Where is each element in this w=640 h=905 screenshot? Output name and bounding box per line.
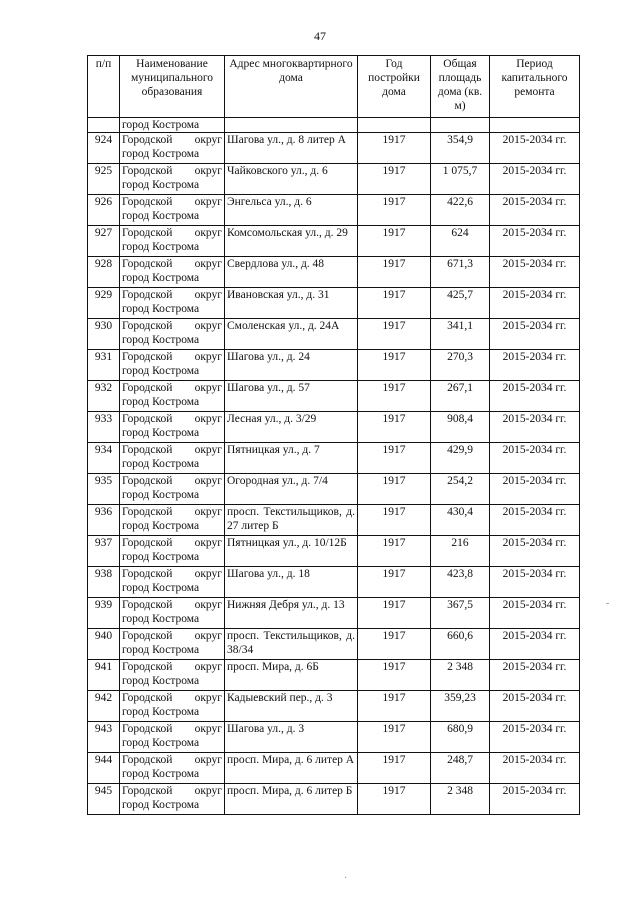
cell-municipality: Городской округ город Кострома: [120, 412, 225, 443]
table-row: [88, 226, 580, 257]
table-row: [88, 443, 580, 474]
cell-area: 354,9: [431, 133, 490, 164]
cell-year: 1917: [358, 505, 431, 536]
cell-municipality: Городской округ город Кострома: [120, 257, 225, 288]
cell-period: 2015-2034 гг.: [490, 598, 580, 629]
cell-period: 2015-2034 гг.: [490, 412, 580, 443]
cell-municipality: Городской округ город Кострома: [120, 660, 225, 691]
cell-num: 932: [88, 381, 120, 412]
scan-mark: ·: [344, 873, 348, 884]
cell-year: 1917: [358, 412, 431, 443]
cell-municipality: Городской округ город Кострома: [120, 195, 225, 226]
cell-period: 2015-2034 гг.: [490, 660, 580, 691]
cell-num: 933: [88, 412, 120, 443]
cell-address: Шагова ул., д. 18: [225, 567, 358, 598]
cell-year: 1917: [358, 288, 431, 319]
cell-municipality: Городской округ город Кострома: [120, 536, 225, 567]
cell-area: 2 348: [431, 660, 490, 691]
cell-municipality: Городской округ город Кострома: [120, 133, 225, 164]
cell-area: 216: [431, 536, 490, 567]
cell-address: Чайковского ул., д. 6: [225, 164, 358, 195]
cell-period: 2015-2034 гг.: [490, 474, 580, 505]
cell-year: 1917: [358, 660, 431, 691]
header-num: п/п: [88, 56, 120, 118]
cell-municipality: Городской округ город Кострома: [120, 164, 225, 195]
cell-year: 1917: [358, 691, 431, 722]
cell-period: 2015-2034 гг.: [490, 784, 580, 815]
cell-period: 2015-2034 гг.: [490, 164, 580, 195]
cell-area: 908,4: [431, 412, 490, 443]
cell-num: 927: [88, 226, 120, 257]
cell-municipality: Городской округ город Кострома: [120, 288, 225, 319]
header-year: Год постройки дома: [358, 56, 431, 118]
cell-municipality: Городской округ город Кострома: [120, 474, 225, 505]
cell-address: Шагова ул., д. 8 литер А: [225, 133, 358, 164]
cell-num: 939: [88, 598, 120, 629]
cell-period: 2015-2034 гг.: [490, 319, 580, 350]
continuation-row: [88, 118, 580, 133]
cell-num: 937: [88, 536, 120, 567]
cell-area: 2 348: [431, 784, 490, 815]
page-number: 47: [314, 29, 326, 43]
cell-address: Кадыевский пер., д. 3: [225, 691, 358, 722]
table-header-row: [88, 56, 580, 118]
table-row: [88, 288, 580, 319]
cell-year: 1917: [358, 133, 431, 164]
cell-area: 367,5: [431, 598, 490, 629]
cell-area: 430,4: [431, 505, 490, 536]
cell-year: 1917: [358, 722, 431, 753]
cell-period: 2015-2034 гг.: [490, 350, 580, 381]
cell-municipality: Городской округ город Кострома: [120, 784, 225, 815]
cell-area: 624: [431, 226, 490, 257]
cell-num: 935: [88, 474, 120, 505]
cell-year: 1917: [358, 195, 431, 226]
cell-address: Смоленская ул., д. 24А: [225, 319, 358, 350]
cell-area: 267,1: [431, 381, 490, 412]
cell-address: [225, 118, 358, 133]
table-row: [88, 257, 580, 288]
cell-period: [490, 118, 580, 133]
cell-year: 1917: [358, 629, 431, 660]
cell-period: 2015-2034 гг.: [490, 629, 580, 660]
table-row: [88, 412, 580, 443]
cell-year: 1917: [358, 381, 431, 412]
table-row: [88, 536, 580, 567]
table-row: [88, 350, 580, 381]
table-row: [88, 660, 580, 691]
cell-area: 680,9: [431, 722, 490, 753]
cell-address: Свердлова ул., д. 48: [225, 257, 358, 288]
scan-mark: -: [606, 598, 610, 609]
cell-area: 1 075,7: [431, 164, 490, 195]
cell-num: 942: [88, 691, 120, 722]
cell-year: 1917: [358, 350, 431, 381]
cell-address: Комсомольская ул., д. 29: [225, 226, 358, 257]
cell-area: 429,9: [431, 443, 490, 474]
cell-area: 341,1: [431, 319, 490, 350]
cell-municipality: Городской округ город Кострома: [120, 350, 225, 381]
cell-num: 944: [88, 753, 120, 784]
table-row: [88, 567, 580, 598]
cell-municipality: Городской округ город Кострома: [120, 443, 225, 474]
cell-period: 2015-2034 гг.: [490, 226, 580, 257]
cell-period: 2015-2034 гг.: [490, 722, 580, 753]
cell-year: 1917: [358, 319, 431, 350]
header-address: Адрес многоквартирного дома: [225, 56, 358, 118]
cell-year: 1917: [358, 443, 431, 474]
cell-period: 2015-2034 гг.: [490, 753, 580, 784]
cell-num: 941: [88, 660, 120, 691]
cell-address: Пятницкая ул., д. 7: [225, 443, 358, 474]
cell-address: просп. Текстильщиков, д. 38/34: [225, 629, 358, 660]
cell-municipality: город Кострома: [120, 118, 225, 133]
cell-num: 934: [88, 443, 120, 474]
cell-area: 660,6: [431, 629, 490, 660]
cell-period: 2015-2034 гг.: [490, 257, 580, 288]
table-row: [88, 164, 580, 195]
header-area: Общая площадь дома (кв. м): [431, 56, 490, 118]
cell-area: 423,8: [431, 567, 490, 598]
cell-area: 359,23: [431, 691, 490, 722]
cell-year: 1917: [358, 474, 431, 505]
cell-municipality: Городской округ город Кострома: [120, 753, 225, 784]
cell-address: просп. Мира, д. 6 литер А: [225, 753, 358, 784]
cell-address: Огородная ул., д. 7/4: [225, 474, 358, 505]
table-row: [88, 629, 580, 660]
cell-year: 1917: [358, 226, 431, 257]
cell-num: 936: [88, 505, 120, 536]
cell-num: 938: [88, 567, 120, 598]
cell-municipality: Городской округ город Кострома: [120, 629, 225, 660]
cell-period: 2015-2034 гг.: [490, 443, 580, 474]
table-row: [88, 381, 580, 412]
cell-period: 2015-2034 гг.: [490, 505, 580, 536]
cell-municipality: Городской округ город Кострома: [120, 722, 225, 753]
cell-address: Энгельса ул., д. 6: [225, 195, 358, 226]
table-row: [88, 722, 580, 753]
cell-municipality: Городской округ город Кострома: [120, 226, 225, 257]
table-row: [88, 319, 580, 350]
cell-num: 945: [88, 784, 120, 815]
cell-municipality: Городской округ город Кострома: [120, 567, 225, 598]
cell-period: 2015-2034 гг.: [490, 381, 580, 412]
cell-address: Пятницкая ул., д. 10/12Б: [225, 536, 358, 567]
cell-period: 2015-2034 гг.: [490, 195, 580, 226]
cell-address: просп. Текстильщиков, д. 27 литер Б: [225, 505, 358, 536]
table-row: [88, 753, 580, 784]
cell-municipality: Городской округ город Кострома: [120, 598, 225, 629]
cell-area: 425,7: [431, 288, 490, 319]
cell-period: 2015-2034 гг.: [490, 691, 580, 722]
cell-area: 270,3: [431, 350, 490, 381]
cell-year: 1917: [358, 784, 431, 815]
cell-address: Нижняя Дебря ул., д. 13: [225, 598, 358, 629]
cell-num: 926: [88, 195, 120, 226]
cell-period: 2015-2034 гг.: [490, 133, 580, 164]
header-municipality: Наименование муниципального образования: [120, 56, 225, 118]
cell-address: Ивановская ул., д. 31: [225, 288, 358, 319]
cell-num: 928: [88, 257, 120, 288]
cell-period: 2015-2034 гг.: [490, 536, 580, 567]
cell-num: 931: [88, 350, 120, 381]
cell-municipality: Городской округ город Кострома: [120, 691, 225, 722]
cell-address: Шагова ул., д. 57: [225, 381, 358, 412]
cell-period: 2015-2034 гг.: [490, 288, 580, 319]
cell-num: 925: [88, 164, 120, 195]
cell-area: 671,3: [431, 257, 490, 288]
housing-register-table: [87, 55, 580, 815]
table-row: [88, 474, 580, 505]
cell-year: [358, 118, 431, 133]
cell-area: 422,6: [431, 195, 490, 226]
cell-year: 1917: [358, 598, 431, 629]
table-row: [88, 505, 580, 536]
cell-address: Лесная ул., д. 3/29: [225, 412, 358, 443]
cell-area: 254,2: [431, 474, 490, 505]
cell-municipality: Городской округ город Кострома: [120, 381, 225, 412]
cell-address: Шагова ул., д. 3: [225, 722, 358, 753]
header-period: Период капитального ремонта: [490, 56, 580, 118]
table-row: [88, 133, 580, 164]
cell-year: 1917: [358, 164, 431, 195]
table-row: [88, 195, 580, 226]
cell-num: 924: [88, 133, 120, 164]
cell-num: 943: [88, 722, 120, 753]
cell-year: 1917: [358, 753, 431, 784]
cell-year: 1917: [358, 536, 431, 567]
cell-year: 1917: [358, 567, 431, 598]
cell-num: 940: [88, 629, 120, 660]
cell-num: [88, 118, 120, 133]
cell-municipality: Городской округ город Кострома: [120, 319, 225, 350]
cell-address: просп. Мира, д. 6 литер Б: [225, 784, 358, 815]
table-row: [88, 598, 580, 629]
cell-period: 2015-2034 гг.: [490, 567, 580, 598]
cell-area: [431, 118, 490, 133]
cell-num: 930: [88, 319, 120, 350]
cell-address: просп. Мира, д. 6Б: [225, 660, 358, 691]
table-row: [88, 784, 580, 815]
cell-year: 1917: [358, 257, 431, 288]
cell-num: 929: [88, 288, 120, 319]
cell-area: 248,7: [431, 753, 490, 784]
cell-municipality: Городской округ город Кострома: [120, 505, 225, 536]
table-row: [88, 691, 580, 722]
cell-address: Шагова ул., д. 24: [225, 350, 358, 381]
